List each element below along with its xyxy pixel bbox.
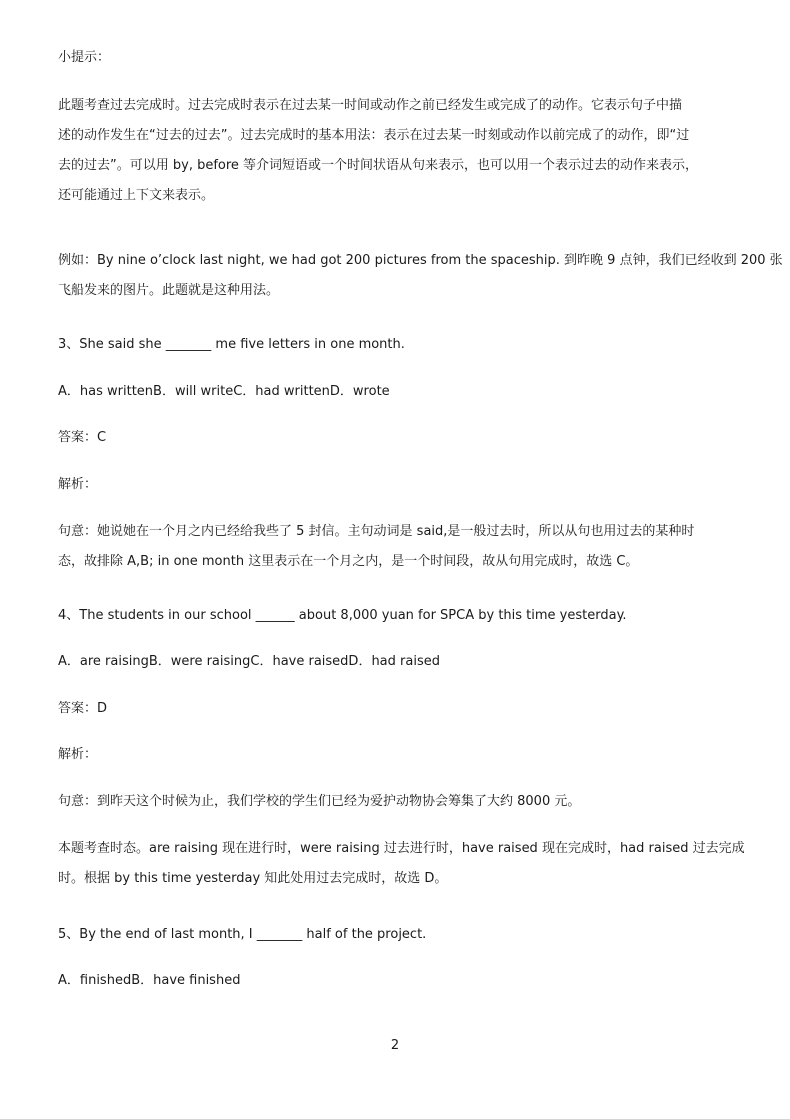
tip-line-2: 述的动作发生在“过去的过去”。过去完成时的基本用法：表示在过去某一时刻或动作以前完成了的动作，即“过: [58, 128, 690, 143]
q3-analysis-line-2: 态，故排除 A,B; in one month 这里表示在一个月之内，是一个时间段，故从句用完成时，故选 C。: [58, 554, 639, 569]
q3-options: A．has writtenB．will writeC．had writtenD．wrote: [58, 384, 390, 399]
example-line-1: 例如：By nine o’clock last night, we had got 200 pictures from the spaceship. 到昨晚 9 点钟，我们已经收到 200 张: [58, 253, 783, 268]
q3-question: 3、She said she _______ me five letters in one month.: [58, 337, 405, 352]
q4-analysis-line-1: 本题考查时态。are raising 现在进行时，were raising 过去进行时，have raised 现在完成时，had raised 过去完成: [58, 841, 745, 856]
q5-options: A．finishedB．have finished: [58, 973, 241, 988]
q4-question: 4、The students in our school ______ about 8,000 yuan for SPCA by this time yesterday.: [58, 608, 627, 623]
q3-analysis-label: 解析：: [58, 477, 98, 492]
q3-analysis: [58, 517, 734, 577]
q4-analysis-line-2: 时。根据 by this time yesterday 知此处用过去完成时，故选 D。: [58, 871, 448, 886]
q3-answer: 答案：C: [58, 430, 107, 445]
q3-analysis-line-1: 句意：她说她在一个月之内已经给我些了 5 封信。主句动词是 said,是一般过去时，所以从句也用过去的某种时: [58, 524, 695, 539]
page-number: 2: [390, 1038, 400, 1053]
q5-question: 5、By the end of last month, I _______ half of the project.: [58, 927, 427, 942]
q4-answer: 答案：D: [58, 701, 108, 716]
tip-heading: 小提示：: [58, 50, 111, 65]
tip-line-3: 去的过去”。可以用 by, before 等介词短语或一个时间状语从句来表示，也可以用一个表示过去的动作来表示，: [58, 158, 699, 173]
q4-analysis-label: 解析：: [58, 747, 98, 762]
example-paragraph: [58, 246, 783, 306]
example-line-2: 飞船发来的图片。此题就是这种用法。: [58, 283, 280, 298]
q4-analysis: [58, 834, 745, 894]
q4-options: A．are raisingB．were raisingC．have raisedD．had raised: [58, 654, 440, 669]
tip-paragraph: [58, 91, 734, 211]
tip-line-4: 还可能通过上下文来表示。: [58, 188, 215, 203]
q4-meaning: 句意：到昨天这个时候为止，我们学校的学生们已经为爱护动物协会筹集了大约 8000 元。: [58, 794, 581, 809]
tip-line-1: 此题考查过去完成时。过去完成时表示在过去某一时间或动作之前已经发生或完成了的动作。它表示句子中描: [58, 98, 683, 113]
